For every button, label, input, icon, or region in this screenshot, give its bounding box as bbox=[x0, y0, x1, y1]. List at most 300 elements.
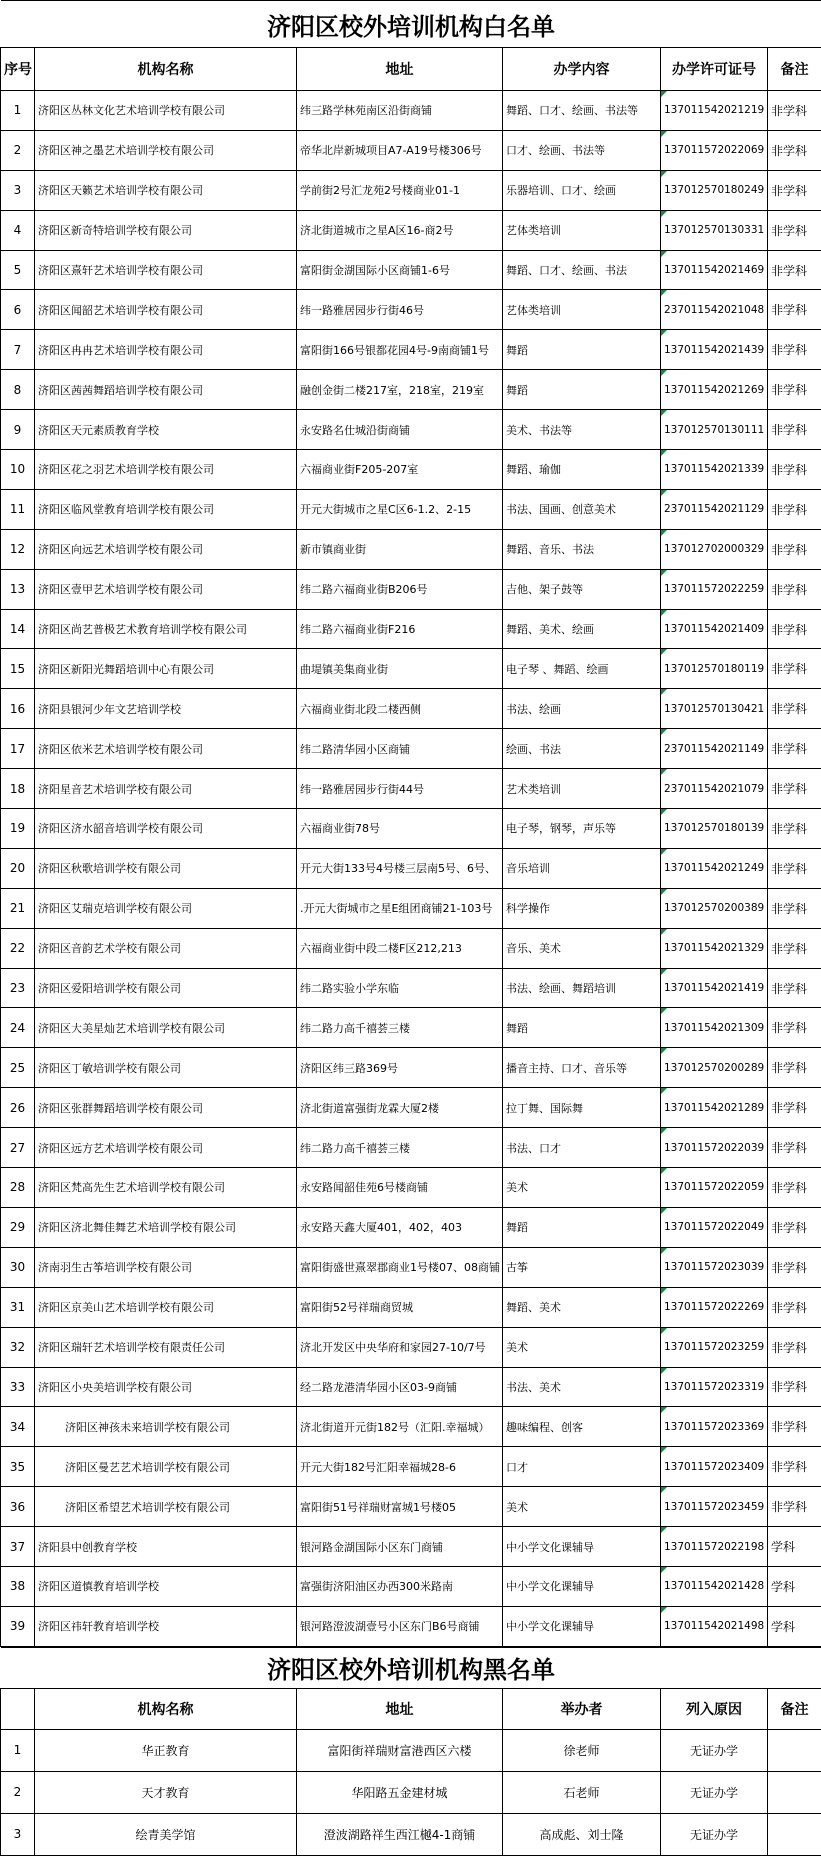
license-number: 137011542021309 bbox=[661, 1008, 768, 1048]
institution-name: 济阳区神孩未来培训学校有限公司 bbox=[35, 1407, 297, 1447]
institution-address: 曲堤镇美集商业街 bbox=[297, 649, 503, 689]
teaching-content: 书法、美术 bbox=[503, 1367, 661, 1407]
table-row bbox=[1, 1128, 821, 1168]
license-number: 137011572023459 bbox=[661, 1487, 768, 1527]
institution-name: 绘青美学馆 bbox=[35, 1813, 297, 1855]
note: 非学科 bbox=[768, 529, 821, 569]
license-number: 137011542021428 bbox=[661, 1566, 768, 1606]
note: 非学科 bbox=[768, 250, 821, 290]
institution-name: 济阳区天元素质教育学校 bbox=[35, 410, 297, 450]
table-row bbox=[1, 1367, 821, 1407]
table-row bbox=[1, 1008, 821, 1048]
teaching-content: 口才 bbox=[503, 1447, 661, 1487]
note: 非学科 bbox=[768, 968, 821, 1008]
license-number: 137011572022049 bbox=[661, 1207, 768, 1247]
license-number: 137011542021269 bbox=[661, 370, 768, 410]
row-number: 24 bbox=[1, 1008, 35, 1048]
note: 非学科 bbox=[768, 649, 821, 689]
row-number: 18 bbox=[1, 769, 35, 809]
teaching-content: 古筝 bbox=[503, 1247, 661, 1287]
institution-address: 帝华北岸新城项目A7-A19号楼306号 bbox=[297, 130, 503, 170]
institution-name: 济阳区新奇特培训学校有限公司 bbox=[35, 210, 297, 250]
institution-name: 济阳区艾瑞克培训学校有限公司 bbox=[35, 888, 297, 928]
table-row bbox=[1, 1407, 821, 1447]
license-number: 137012570180139 bbox=[661, 809, 768, 849]
organizer: 高成彪、刘士隆 bbox=[503, 1813, 661, 1855]
teaching-content: 音乐、美术 bbox=[503, 928, 661, 968]
license-number: 137011542021409 bbox=[661, 609, 768, 649]
table-row bbox=[1, 210, 821, 250]
institution-address: 富阳街166号银都花园4号-9南商铺1号 bbox=[297, 330, 503, 370]
institution-name: 济阳区远方艺术培训学校有限公司 bbox=[35, 1128, 297, 1168]
license-number: 237011542021129 bbox=[661, 489, 768, 529]
teaching-content: 艺体类培训 bbox=[503, 290, 661, 330]
row-number: 10 bbox=[1, 450, 35, 490]
license-number: 237011542021149 bbox=[661, 729, 768, 769]
table-row bbox=[1, 928, 821, 968]
table-row bbox=[1, 170, 821, 210]
institution-name: 济阳区京美山艺术培训学校有限公司 bbox=[35, 1287, 297, 1327]
table-row bbox=[1, 968, 821, 1008]
teaching-content: 口才、绘画、书法等 bbox=[503, 130, 661, 170]
institution-name: 济阳区音韵艺术学校有限公司 bbox=[35, 928, 297, 968]
license-number: 137012570180249 bbox=[661, 170, 768, 210]
note: 非学科 bbox=[768, 330, 821, 370]
license-number: 137011572022259 bbox=[661, 569, 768, 609]
row-number: 29 bbox=[1, 1207, 35, 1247]
row-number: 3 bbox=[1, 170, 35, 210]
license-number: 137011542021339 bbox=[661, 450, 768, 490]
teaching-content: 中小学文化课辅导 bbox=[503, 1527, 661, 1567]
institution-address: 富阳街盛世熹翠郡商业1号楼07、08商铺 bbox=[297, 1247, 503, 1287]
table-row bbox=[1, 609, 821, 649]
teaching-content: 拉丁舞、国际舞 bbox=[503, 1088, 661, 1128]
row-number: 38 bbox=[1, 1566, 35, 1606]
note: 非学科 bbox=[768, 689, 821, 729]
row-number: 14 bbox=[1, 609, 35, 649]
institution-address: 纬二路六福商业街B206号 bbox=[297, 569, 503, 609]
table-row bbox=[1, 1813, 821, 1855]
institution-name: 济阳区祎轩教育培训学校 bbox=[35, 1606, 297, 1646]
row-number: 2 bbox=[1, 130, 35, 170]
institution-name: 济阳区道慎教育培训学校 bbox=[35, 1566, 297, 1606]
teaching-content: 舞蹈、瑜伽 bbox=[503, 450, 661, 490]
note: 非学科 bbox=[768, 450, 821, 490]
row-number: 27 bbox=[1, 1128, 35, 1168]
note: 学科 bbox=[768, 1566, 821, 1606]
institution-address: 经二路龙港清华园小区03-9商铺 bbox=[297, 1367, 503, 1407]
license-number: 137011572023409 bbox=[661, 1447, 768, 1487]
institution-address: 济阳区纬三路369号 bbox=[297, 1048, 503, 1088]
table-row bbox=[1, 1088, 821, 1128]
institution-name: 济阳区熹轩艺术培训学校有限公司 bbox=[35, 250, 297, 290]
row-number: 35 bbox=[1, 1447, 35, 1487]
table-row bbox=[1, 489, 821, 529]
teaching-content: 美术、书法等 bbox=[503, 410, 661, 450]
whitelist-title: 济阳区校外培训机构白名单 bbox=[1, 1, 821, 48]
teaching-content: 电子琴 、舞蹈、绘画 bbox=[503, 649, 661, 689]
row-number: 39 bbox=[1, 1606, 35, 1646]
table-row bbox=[1, 1168, 821, 1208]
institution-name: 天才教育 bbox=[35, 1771, 297, 1813]
institution-name: 济阳区向远艺术培训学校有限公司 bbox=[35, 529, 297, 569]
license-number: 137011572022039 bbox=[661, 1128, 768, 1168]
row-number: 25 bbox=[1, 1048, 35, 1088]
institution-address: 济北街道开元街182号（汇阳.幸福城） bbox=[297, 1407, 503, 1447]
column-header: 列入原因 bbox=[661, 1688, 768, 1729]
institution-name: 济阳区济北舞佳舞艺术培训学校有限公司 bbox=[35, 1207, 297, 1247]
institution-address: 开元大街133号4号楼三层南5号、6号、 bbox=[297, 848, 503, 888]
institution-name: 济阳区大美星灿艺术培训学校有限公司 bbox=[35, 1008, 297, 1048]
teaching-content: 中小学文化课辅导 bbox=[503, 1566, 661, 1606]
column-header: 办学许可证号 bbox=[661, 48, 768, 91]
institution-name: 济阳区爱阳培训学校有限公司 bbox=[35, 968, 297, 1008]
institution-address: 济北街道城市之星A区16-商2号 bbox=[297, 210, 503, 250]
note: 非学科 bbox=[768, 609, 821, 649]
table-row bbox=[1, 1207, 821, 1247]
note: 非学科 bbox=[768, 370, 821, 410]
note: 非学科 bbox=[768, 1407, 821, 1447]
row-number: 7 bbox=[1, 330, 35, 370]
institution-address: 永安路闻韶佳苑6号楼商铺 bbox=[297, 1168, 503, 1208]
row-number: 6 bbox=[1, 290, 35, 330]
table-row bbox=[1, 1566, 821, 1606]
teaching-content: 舞蹈、音乐、书法 bbox=[503, 529, 661, 569]
institution-address: 六福商业街北段二楼西侧 bbox=[297, 689, 503, 729]
note: 非学科 bbox=[768, 569, 821, 609]
teaching-content: 舞蹈、美术 bbox=[503, 1287, 661, 1327]
column-header: 机构名称 bbox=[35, 1688, 297, 1729]
institution-address: 华阳路五金建材城 bbox=[297, 1771, 503, 1813]
institution-address: 济北开发区中央华府和家园27-10/7号 bbox=[297, 1327, 503, 1367]
column-header: 序号 bbox=[1, 48, 35, 91]
institution-address: 富阳街祥瑞财富港西区六楼 bbox=[297, 1729, 503, 1771]
row-number: 34 bbox=[1, 1407, 35, 1447]
license-number: 137012702000329 bbox=[661, 529, 768, 569]
listing-reason: 无证办学 bbox=[661, 1813, 768, 1855]
teaching-content: 趣味编程、创客 bbox=[503, 1407, 661, 1447]
institution-address: 富阳街金湖国际小区商铺1-6号 bbox=[297, 250, 503, 290]
institution-address: 开元大街城市之星C区6-1.2、2-15 bbox=[297, 489, 503, 529]
institution-name: 济阳区壹甲艺术培训学校有限公司 bbox=[35, 569, 297, 609]
license-number: 137011542021249 bbox=[661, 848, 768, 888]
note: 非学科 bbox=[768, 1287, 821, 1327]
institution-address: 六福商业街78号 bbox=[297, 809, 503, 849]
institution-name: 济阳区梵高先生艺术培训学校有限公司 bbox=[35, 1168, 297, 1208]
column-header: 地址 bbox=[297, 1688, 503, 1729]
column-header: 办学内容 bbox=[503, 48, 661, 91]
institution-name: 济阳区闻韶艺术培训学校有限公司 bbox=[35, 290, 297, 330]
institution-name: 济阳区张群舞蹈培训学校有限公司 bbox=[35, 1088, 297, 1128]
table-row bbox=[1, 769, 821, 809]
table-row bbox=[1, 649, 821, 689]
organizer: 徐老师 bbox=[503, 1729, 661, 1771]
institution-address: 学前街2号汇龙苑2号楼商业01-1 bbox=[297, 170, 503, 210]
license-number: 137011572022059 bbox=[661, 1168, 768, 1208]
note: 非学科 bbox=[768, 1447, 821, 1487]
institution-name: 济阳区天籁艺术培训学校有限公司 bbox=[35, 170, 297, 210]
teaching-content: 舞蹈 bbox=[503, 1008, 661, 1048]
note: 非学科 bbox=[768, 888, 821, 928]
institution-name: 济阳区济水韶音培训学校有限公司 bbox=[35, 809, 297, 849]
note: 非学科 bbox=[768, 1487, 821, 1527]
teaching-content: 舞蹈 bbox=[503, 1207, 661, 1247]
institution-address: 纬二路六福商业街F216 bbox=[297, 609, 503, 649]
table-row bbox=[1, 370, 821, 410]
license-number: 137012570130111 bbox=[661, 410, 768, 450]
table-row bbox=[1, 1327, 821, 1367]
teaching-content: 音乐培训 bbox=[503, 848, 661, 888]
institution-name: 济阳区瑞轩艺术培训学校有限责任公司 bbox=[35, 1327, 297, 1367]
license-number: 137011542021469 bbox=[661, 250, 768, 290]
row-number: 21 bbox=[1, 888, 35, 928]
note: 非学科 bbox=[768, 1088, 821, 1128]
row-number: 31 bbox=[1, 1287, 35, 1327]
row-number: 8 bbox=[1, 370, 35, 410]
table-row bbox=[1, 450, 821, 490]
table-row bbox=[1, 330, 821, 370]
institution-address: .开元大街城市之星E组团商铺21-103号 bbox=[297, 888, 503, 928]
table-row bbox=[1, 91, 821, 131]
note: 非学科 bbox=[768, 1168, 821, 1208]
license-number: 137011572023039 bbox=[661, 1247, 768, 1287]
note: 非学科 bbox=[768, 290, 821, 330]
teaching-content: 舞蹈 bbox=[503, 330, 661, 370]
note: 非学科 bbox=[768, 210, 821, 250]
teaching-content: 美术 bbox=[503, 1487, 661, 1527]
row-number: 30 bbox=[1, 1247, 35, 1287]
organizer: 石老师 bbox=[503, 1771, 661, 1813]
teaching-content: 书法、口才 bbox=[503, 1128, 661, 1168]
table-row bbox=[1, 1729, 821, 1771]
institution-address: 纬二路力高千禧荟三楼 bbox=[297, 1008, 503, 1048]
institution-name: 济阳县银河少年文艺培训学校 bbox=[35, 689, 297, 729]
note: 非学科 bbox=[768, 928, 821, 968]
table-row bbox=[1, 729, 821, 769]
institution-name: 济阳区茜茜舞蹈培训学校有限公司 bbox=[35, 370, 297, 410]
table-row bbox=[1, 1771, 821, 1813]
blacklist-title: 济阳区校外培训机构黑名单 bbox=[1, 1647, 821, 1688]
license-number: 137012570180119 bbox=[661, 649, 768, 689]
teaching-content: 绘画、书法 bbox=[503, 729, 661, 769]
column-header bbox=[1, 1688, 35, 1729]
institution-name: 济阳区小央美培训学校有限公司 bbox=[35, 1367, 297, 1407]
institution-name: 济阳区新阳光舞蹈培训中心有限公司 bbox=[35, 649, 297, 689]
table-row bbox=[1, 1287, 821, 1327]
row-number: 1 bbox=[1, 91, 35, 131]
column-header: 备注 bbox=[768, 48, 821, 91]
institution-name: 济阳区依米艺术培训学校有限公司 bbox=[35, 729, 297, 769]
row-number: 37 bbox=[1, 1527, 35, 1567]
license-number: 137011542021498 bbox=[661, 1606, 768, 1646]
license-number: 137012570130331 bbox=[661, 210, 768, 250]
row-number: 12 bbox=[1, 529, 35, 569]
row-number: 11 bbox=[1, 489, 35, 529]
row-number: 32 bbox=[1, 1327, 35, 1367]
license-number: 137011542021219 bbox=[661, 91, 768, 131]
row-number: 36 bbox=[1, 1487, 35, 1527]
institution-name: 济阳区丁敏培训学校有限公司 bbox=[35, 1048, 297, 1088]
teaching-content: 乐器培训、口才、绘画 bbox=[503, 170, 661, 210]
license-number: 137011572023319 bbox=[661, 1367, 768, 1407]
row-number: 33 bbox=[1, 1367, 35, 1407]
column-header: 举办者 bbox=[503, 1688, 661, 1729]
table-row bbox=[1, 848, 821, 888]
institution-address: 纬二路实验小学东临 bbox=[297, 968, 503, 1008]
row-number: 17 bbox=[1, 729, 35, 769]
institution-address: 纬一路雅居园步行街46号 bbox=[297, 290, 503, 330]
institution-name: 济阳县中创教育学校 bbox=[35, 1527, 297, 1567]
row-number: 23 bbox=[1, 968, 35, 1008]
institution-name: 华正教育 bbox=[35, 1729, 297, 1771]
license-number: 137012570200289 bbox=[661, 1048, 768, 1088]
institution-address: 永安路天鑫大厦401，402，403 bbox=[297, 1207, 503, 1247]
row-number: 22 bbox=[1, 928, 35, 968]
note: 非学科 bbox=[768, 1048, 821, 1088]
column-header: 备注 bbox=[768, 1688, 821, 1729]
institution-address: 六福商业街F205-207室 bbox=[297, 450, 503, 490]
teaching-content: 艺体类培训 bbox=[503, 210, 661, 250]
teaching-content: 书法、国画、创意美术 bbox=[503, 489, 661, 529]
institution-address: 纬二路清华园小区商铺 bbox=[297, 729, 503, 769]
table-row bbox=[1, 410, 821, 450]
institution-address: 富强街济阳油区办西300米路南 bbox=[297, 1566, 503, 1606]
note: 非学科 bbox=[768, 809, 821, 849]
table-row bbox=[1, 250, 821, 290]
note: 非学科 bbox=[768, 1207, 821, 1247]
whitelist-header-row bbox=[1, 48, 821, 91]
row-number: 13 bbox=[1, 569, 35, 609]
license-number: 137011542021419 bbox=[661, 968, 768, 1008]
institution-address: 开元大街182号汇阳幸福城28-6 bbox=[297, 1447, 503, 1487]
column-header: 地址 bbox=[297, 48, 503, 91]
teaching-content: 吉他、架子鼓等 bbox=[503, 569, 661, 609]
teaching-content: 舞蹈 bbox=[503, 370, 661, 410]
note: 非学科 bbox=[768, 1367, 821, 1407]
note bbox=[768, 1729, 821, 1771]
license-number: 137011572022269 bbox=[661, 1287, 768, 1327]
table-row bbox=[1, 1527, 821, 1567]
institution-address: 富阳街51号祥瑞财富城1号楼05 bbox=[297, 1487, 503, 1527]
blacklist-table bbox=[0, 1647, 821, 1856]
row-number: 3 bbox=[1, 1813, 35, 1855]
column-header: 机构名称 bbox=[35, 48, 297, 91]
table-row bbox=[1, 1606, 821, 1646]
row-number: 15 bbox=[1, 649, 35, 689]
table-row bbox=[1, 1247, 821, 1287]
table-row bbox=[1, 569, 821, 609]
note: 非学科 bbox=[768, 489, 821, 529]
institution-name: 济南羽生古筝培训学校有限公司 bbox=[35, 1247, 297, 1287]
listing-reason: 无证办学 bbox=[661, 1729, 768, 1771]
note: 非学科 bbox=[768, 1008, 821, 1048]
note: 非学科 bbox=[768, 170, 821, 210]
license-number: 137011542021439 bbox=[661, 330, 768, 370]
license-number: 137011572022069 bbox=[661, 130, 768, 170]
institution-address: 富阳街52号祥瑞商贸城 bbox=[297, 1287, 503, 1327]
note: 非学科 bbox=[768, 769, 821, 809]
row-number: 19 bbox=[1, 809, 35, 849]
row-number: 9 bbox=[1, 410, 35, 450]
table-row bbox=[1, 290, 821, 330]
institution-name: 济阳区神之墨艺术培训学校有限公司 bbox=[35, 130, 297, 170]
institution-name: 济阳区临风堂教育培训学校有限公司 bbox=[35, 489, 297, 529]
note: 非学科 bbox=[768, 1247, 821, 1287]
row-number: 28 bbox=[1, 1168, 35, 1208]
note: 非学科 bbox=[768, 91, 821, 131]
row-number: 26 bbox=[1, 1088, 35, 1128]
teaching-content: 书法、绘画 bbox=[503, 689, 661, 729]
institution-address: 澄波湖路祥生西江樾4-1商铺 bbox=[297, 1813, 503, 1855]
teaching-content: 美术 bbox=[503, 1168, 661, 1208]
teaching-content: 播音主持、口才、音乐等 bbox=[503, 1048, 661, 1088]
table-row bbox=[1, 689, 821, 729]
table-row bbox=[1, 1048, 821, 1088]
table-row bbox=[1, 1487, 821, 1527]
institution-address: 纬一路雅居园步行街44号 bbox=[297, 769, 503, 809]
teaching-content: 美术 bbox=[503, 1327, 661, 1367]
institution-name: 济阳区秋歌培训学校有限公司 bbox=[35, 848, 297, 888]
note: 非学科 bbox=[768, 1327, 821, 1367]
institution-address: 济北街道富强街龙霖大厦2楼 bbox=[297, 1088, 503, 1128]
note: 非学科 bbox=[768, 1128, 821, 1168]
note: 非学科 bbox=[768, 130, 821, 170]
license-number: 137012570130421 bbox=[661, 689, 768, 729]
listing-reason: 无证办学 bbox=[661, 1771, 768, 1813]
institution-address: 纬二路力高千禧荟三楼 bbox=[297, 1128, 503, 1168]
license-number: 137011572022198 bbox=[661, 1527, 768, 1567]
license-number: 137011572023259 bbox=[661, 1327, 768, 1367]
license-number: 137012570200389 bbox=[661, 888, 768, 928]
institution-address: 银河路澄波湖壹号小区东门B6号商铺 bbox=[297, 1606, 503, 1646]
note: 学科 bbox=[768, 1606, 821, 1646]
table-row bbox=[1, 1447, 821, 1487]
row-number: 4 bbox=[1, 210, 35, 250]
row-number: 20 bbox=[1, 848, 35, 888]
institution-address: 新市镇商业街 bbox=[297, 529, 503, 569]
table-row bbox=[1, 809, 821, 849]
table-row bbox=[1, 529, 821, 569]
institution-name: 济阳区曼艺艺术培训学校有限公司 bbox=[35, 1447, 297, 1487]
row-number: 2 bbox=[1, 1771, 35, 1813]
blacklist-header-row bbox=[1, 1688, 821, 1729]
teaching-content: 舞蹈、美术、绘画 bbox=[503, 609, 661, 649]
license-number: 137011542021329 bbox=[661, 928, 768, 968]
institution-name: 济阳区冉冉艺术培训学校有限公司 bbox=[35, 330, 297, 370]
teaching-content: 艺术类培训 bbox=[503, 769, 661, 809]
institution-address: 六福商业街中段二楼F区212,213 bbox=[297, 928, 503, 968]
note: 非学科 bbox=[768, 410, 821, 450]
note: 学科 bbox=[768, 1527, 821, 1567]
institution-address: 银河路金湖国际小区东门商铺 bbox=[297, 1527, 503, 1567]
teaching-content: 书法、绘画、舞蹈培训 bbox=[503, 968, 661, 1008]
row-number: 5 bbox=[1, 250, 35, 290]
table-row bbox=[1, 888, 821, 928]
teaching-content: 科学操作 bbox=[503, 888, 661, 928]
note: 非学科 bbox=[768, 848, 821, 888]
institution-name: 济阳星音艺术培训学校有限公司 bbox=[35, 769, 297, 809]
teaching-content: 舞蹈、口才、绘画、书法 bbox=[503, 250, 661, 290]
note bbox=[768, 1813, 821, 1855]
institution-name: 济阳区花之羽艺术培训学校有限公司 bbox=[35, 450, 297, 490]
note: 非学科 bbox=[768, 729, 821, 769]
license-number: 137011542021289 bbox=[661, 1088, 768, 1128]
institution-name: 济阳区希望艺术培训学校有限公司 bbox=[35, 1487, 297, 1527]
note bbox=[768, 1771, 821, 1813]
table-row bbox=[1, 130, 821, 170]
institution-address: 融创金街二楼217室，218室，219室 bbox=[297, 370, 503, 410]
license-number: 237011542021048 bbox=[661, 290, 768, 330]
